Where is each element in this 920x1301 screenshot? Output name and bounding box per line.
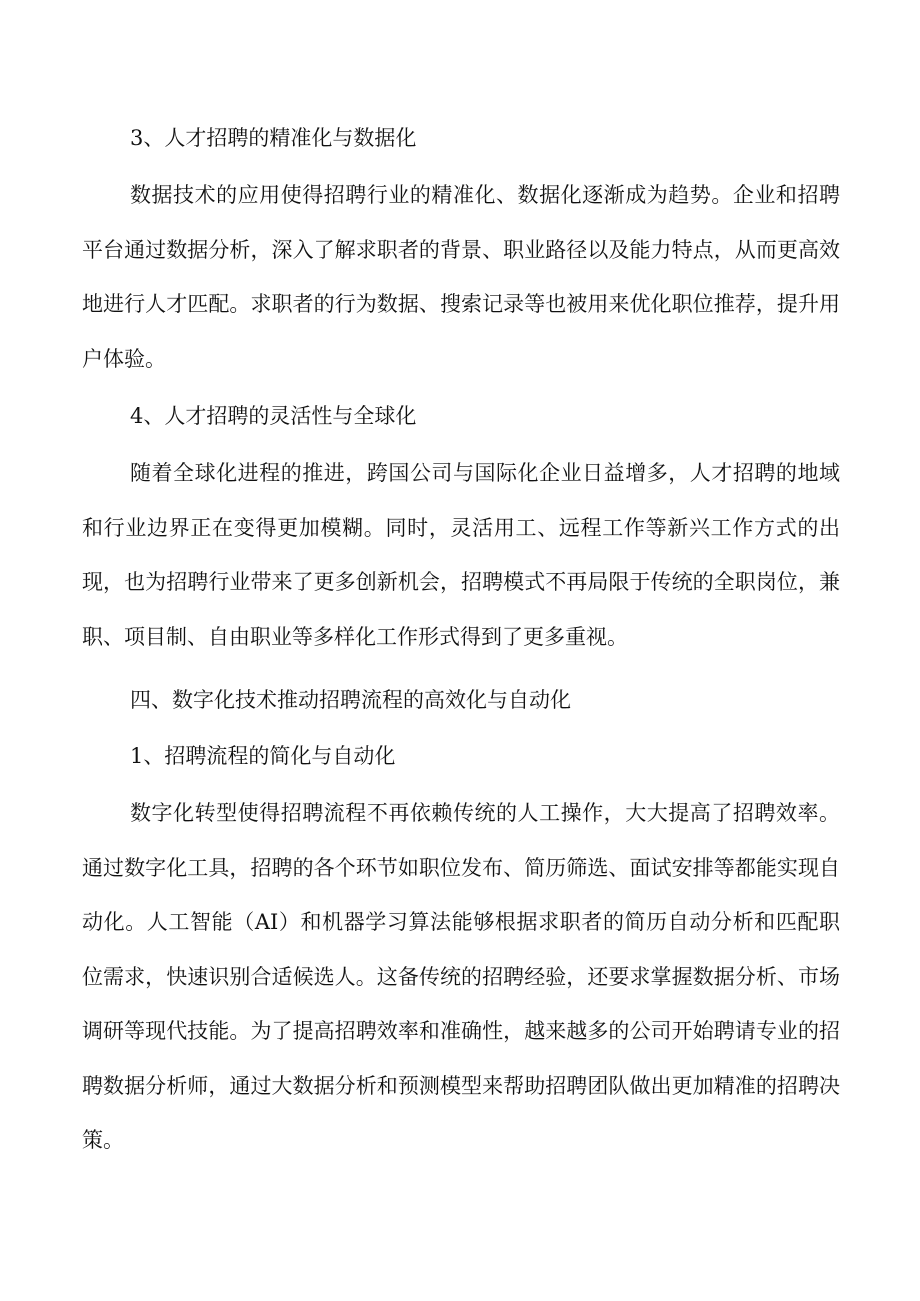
- section-paragraph-4: 随着全球化进程的推进，跨国公司与国际化企业日益增多，人才招聘的地域和行业边界正在变得更加模糊。同时，灵活用工、远程工作等新兴工作方式的出现，也为招聘行业带来了更多创新机会，招聘模式不再局限于传统的全职岗位，兼职、项目制、自由职业等多样化工作形式得到了更多重视。: [82, 461, 840, 649]
- document-page: [82, 112, 840, 1168]
- section-paragraph-3: 数据技术的应用使得招聘行业的精准化、数据化逐渐成为趋势。企业和招聘平台通过数据分析，深入了解求职者的背景、职业路径以及能力特点，从而更高效地进行人才匹配。求职者的行为数据、搜索记录等也被用来优化职位推荐，提升用户体验。: [82, 183, 840, 371]
- section-heading-4: 4、人才招聘的灵活性与全球化: [130, 404, 417, 428]
- subsection-heading-1: 1、招聘流程的简化与自动化: [130, 744, 396, 768]
- chapter-heading: 四、数字化技术推动招聘流程的高效化与自动化: [130, 688, 571, 712]
- section-heading-3: 3、人才招聘的精准化与数据化: [130, 126, 417, 150]
- subsection-paragraph-1: 数字化转型使得招聘流程不再依赖传统的人工操作，大大提高了招聘效率。通过数字化工具，招聘的各个环节如职位发布、简历筛选、面试安排等都能实现自动化。人工智能（AI）和机器学习算法能够根据求职者的简历自动分析和匹配职位需求，快速识别合适候选人。这备传统的招聘经验，还要求掌握数据分析、市场调研等现代技能。为了提高招聘效率和准确性，越来越多的公司开始聘请专业的招聘数据分析师，通过大数据分析和预测模型来帮助招聘团队做出更加精准的招聘决策。: [82, 801, 840, 1152]
